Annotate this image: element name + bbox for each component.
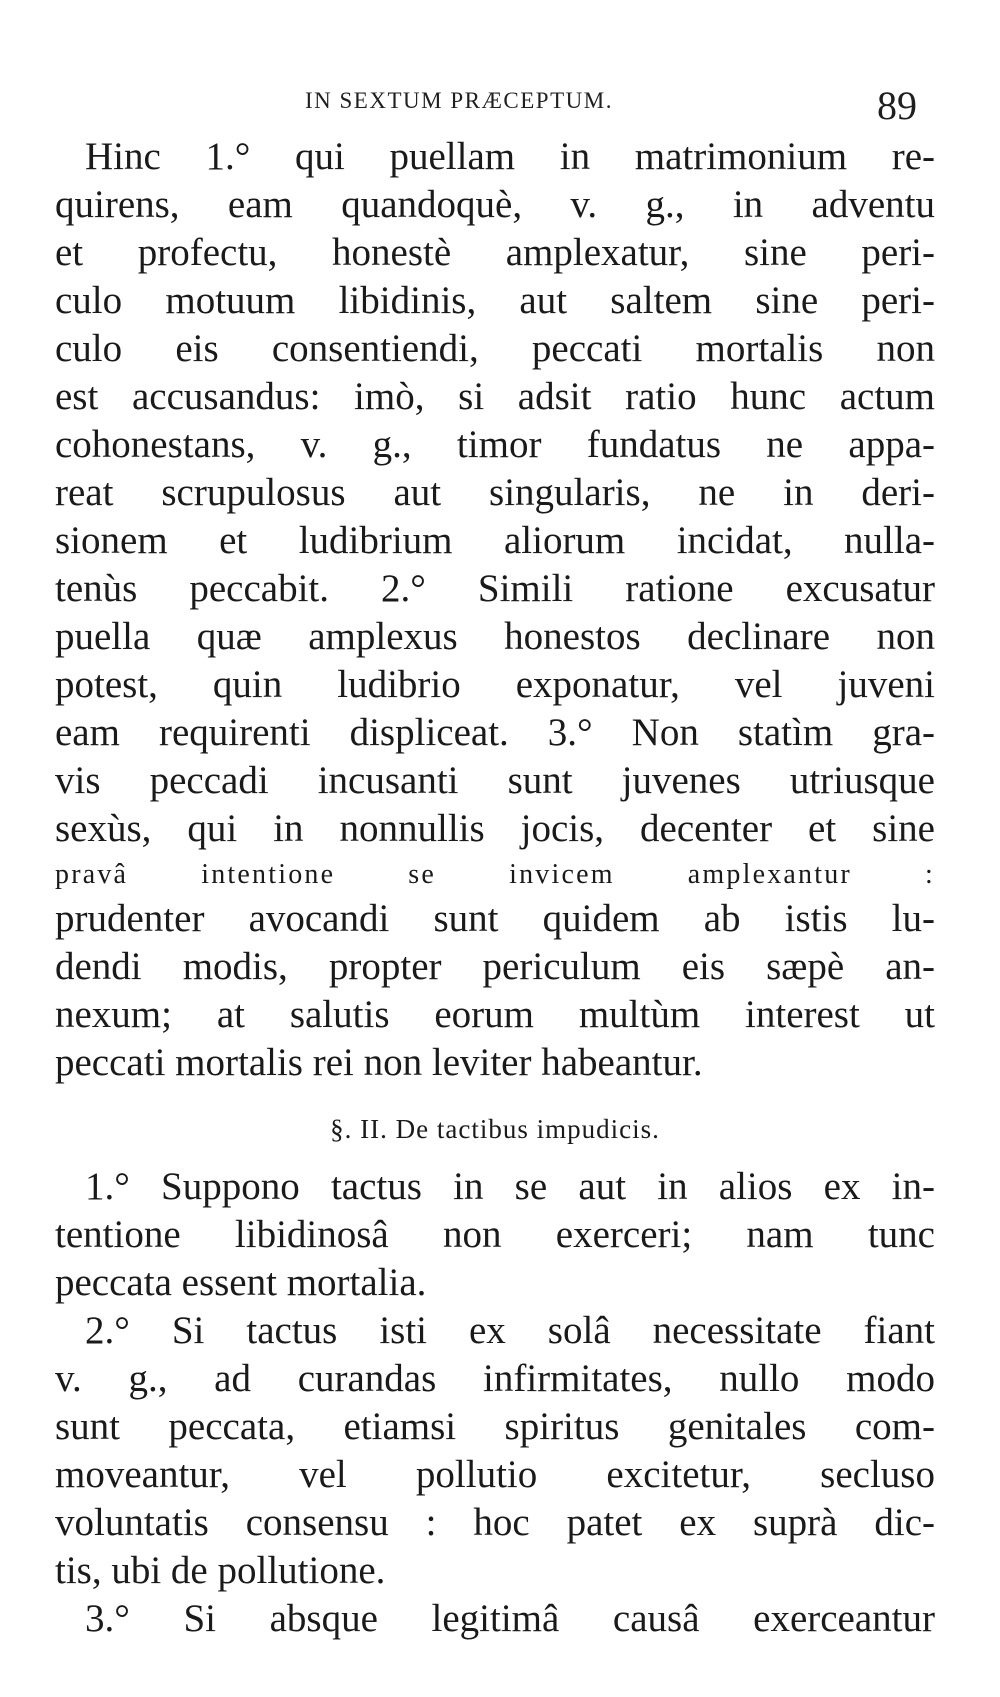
text-line: sexùs, qui in nonnullis jocis, decenter et sine xyxy=(55,807,935,850)
text-line: 3.° Si absque legitimâ causâ exerceantur xyxy=(85,1597,935,1640)
paragraph-4 xyxy=(55,1595,935,1643)
text-line: moveantur, vel pollutio excitetur, secluso xyxy=(55,1453,935,1496)
text-line: tentione libidinosâ non exerceri; nam tunc xyxy=(55,1213,935,1256)
text-line: puella quæ amplexus honestos declinare non xyxy=(55,615,935,658)
text-line: pravâ intentione se invicem amplexantur : xyxy=(55,859,935,890)
section-heading: §. II. De tactibus impudicis. xyxy=(330,1114,660,1144)
text-line: potest, quin ludibrio exponatur, vel juveni xyxy=(55,663,935,706)
text-line: peccati mortalis rei non leviter habeantur. xyxy=(55,1041,703,1084)
text-line: sunt peccata, etiamsi spiritus genitales com- xyxy=(55,1405,935,1448)
text-line: dendi modis, propter periculum eis sæpè an- xyxy=(55,945,935,988)
text-line: cohonestans, v. g., timor fundatus ne appa- xyxy=(55,423,935,466)
text-line: est accusandus: imò, si adsit ratio hunc actum xyxy=(55,375,935,418)
paragraph-3 xyxy=(55,1307,935,1595)
text-line: eam requirenti displiceat. 3.° Non statìm gra- xyxy=(55,711,935,754)
text-line: vis peccadi incusanti sunt juvenes utriusque xyxy=(55,759,935,802)
text-line: voluntatis consensu : hoc patet ex suprà dic- xyxy=(55,1501,935,1544)
text-line: culo motuum libidinis, aut saltem sine peri- xyxy=(55,279,935,322)
text-line: peccata essent mortalia. xyxy=(55,1261,427,1304)
text-line: 2.° Si tactus isti ex solâ necessitate fiant xyxy=(85,1309,935,1352)
text-line: quirens, eam quandoquè, v. g., in adventu xyxy=(55,183,935,226)
text-line: tis, ubi de pollutione. xyxy=(55,1549,386,1592)
page-number: 89 xyxy=(877,83,917,128)
text-line: et profectu, honestè amplexatur, sine peri- xyxy=(55,231,935,274)
running-title: IN SEXTUM PRÆCEPTUM. xyxy=(305,88,613,113)
text-line: Hinc 1.° qui puellam in matrimonium re- xyxy=(85,135,935,178)
text-line: reat scrupulosus aut singularis, ne in deri- xyxy=(55,471,935,514)
paragraph-1 xyxy=(55,133,935,1087)
text-line: 1.° Suppono tactus in se aut in alios ex in- xyxy=(85,1165,935,1208)
text-line: v. g., ad curandas infirmitates, nullo modo xyxy=(55,1357,935,1400)
text-line: culo eis consentiendi, peccati mortalis non xyxy=(55,327,935,370)
text-line: sionem et ludibrium aliorum incidat, nulla- xyxy=(55,519,935,562)
body-text xyxy=(55,133,935,1643)
text-line: tenùs peccabit. 2.° Simili ratione excusatur xyxy=(55,567,935,610)
paragraph-2 xyxy=(55,1163,935,1307)
text-line: nexum; at salutis eorum multùm interest ut xyxy=(55,993,935,1036)
running-head xyxy=(55,82,935,128)
text-line: prudenter avocandi sunt quidem ab istis lu- xyxy=(55,897,935,940)
